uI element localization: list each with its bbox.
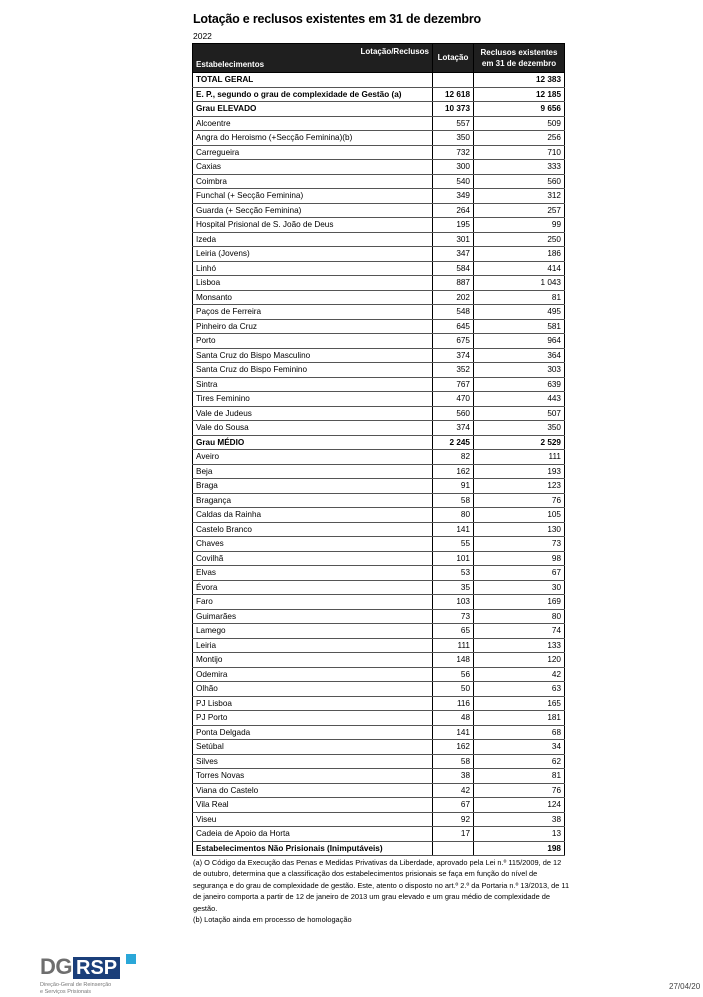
table-row [193,102,565,117]
row-name: Lamego [193,624,433,639]
row-name: Chaves [193,537,433,552]
row-reclusos: 42 [474,667,565,682]
row-reclusos: 257 [474,203,565,218]
row-name: Grau MÉDIO [193,435,433,450]
row-lotacao: 584 [433,261,474,276]
row-name: Guarda (+ Secção Feminina) [193,203,433,218]
row-reclusos: 256 [474,131,565,146]
row-name: Ponta Delgada [193,725,433,740]
row-lotacao: 141 [433,725,474,740]
row-reclusos: 350 [474,421,565,436]
row-reclusos: 68 [474,725,565,740]
table-row [193,319,565,334]
row-lotacao: 82 [433,450,474,465]
table-row [193,653,565,668]
row-lotacao: 91 [433,479,474,494]
footer-date: 27/04/20 [669,982,701,991]
row-name: Cadeia de Apoio da Horta [193,827,433,842]
table-row [193,522,565,537]
row-reclusos: 34 [474,740,565,755]
row-lotacao: 101 [433,551,474,566]
table-row [193,203,565,218]
footnote-a: (a) O Código da Execução das Penas e Medidas Privativas da Liberdade, aprovado pela Lei n.º 115/2009, de 12 de outubro, determina que a classificação dos estabelecimentos prisionais se faça em função do nível de segurança e do grau de complexidade de gestão. Este, atento o disposto no art.º 2.º da Portaria n.º 13/2013, de 11 de janeiro comporta a partir de 12 de janeiro de 2013 um grau elevado e um grau médio de complexidade de gestão. [193,858,570,913]
table-row [193,145,565,160]
row-lotacao: 58 [433,754,474,769]
table-row [193,682,565,697]
row-name: Vale de Judeus [193,406,433,421]
table-row [193,725,565,740]
row-name: Évora [193,580,433,595]
row-reclusos: 509 [474,116,565,131]
row-lotacao: 58 [433,493,474,508]
table-row [193,667,565,682]
row-name: Vale do Sousa [193,421,433,436]
row-lotacao: 67 [433,798,474,813]
table-row [193,464,565,479]
row-lotacao: 55 [433,537,474,552]
table-row [193,261,565,276]
row-lotacao: 35 [433,580,474,595]
row-lotacao: 65 [433,624,474,639]
table-body [193,73,565,856]
row-reclusos: 38 [474,812,565,827]
row-reclusos: 312 [474,189,565,204]
row-lotacao: 350 [433,131,474,146]
row-lotacao: 352 [433,363,474,378]
row-name: Leiria [193,638,433,653]
row-reclusos: 81 [474,290,565,305]
table-row [193,348,565,363]
row-name: Carregueira [193,145,433,160]
row-lotacao: 374 [433,348,474,363]
row-lotacao: 675 [433,334,474,349]
table-row [193,609,565,624]
footnotes [193,857,571,925]
row-reclusos: 12 383 [474,73,565,88]
table-row [193,537,565,552]
footnote-b: (b) Lotação ainda em processo de homologação [193,915,352,925]
row-name: Montijo [193,653,433,668]
header-reclusos-line2: em 31 de dezembro [481,59,557,68]
table-row [193,812,565,827]
row-lotacao: 264 [433,203,474,218]
logo-subtitle-1: Direção-Geral de Reinserção [40,982,112,988]
row-lotacao: 300 [433,160,474,175]
table-row [193,290,565,305]
table-row [193,232,565,247]
row-lotacao: 732 [433,145,474,160]
row-reclusos: 250 [474,232,565,247]
row-name: Elvas [193,566,433,581]
page-title: Lotação e reclusos existentes em 31 de dezembro [193,12,481,26]
table-row [193,566,565,581]
row-lotacao: 557 [433,116,474,131]
row-name: Tires Feminino [193,392,433,407]
table-row [193,754,565,769]
table-row [193,508,565,523]
table-row [193,334,565,349]
table-row [193,827,565,842]
table-row [193,377,565,392]
row-name: TOTAL GERAL [193,73,433,88]
row-reclusos: 710 [474,145,565,160]
row-name: Estabelecimentos Não Prisionais (Inimputáveis) [193,841,433,856]
table-row [193,276,565,291]
table-row [193,406,565,421]
row-name: Viseu [193,812,433,827]
row-reclusos: 111 [474,450,565,465]
table-row [193,218,565,233]
table-row [193,624,565,639]
row-reclusos: 198 [474,841,565,856]
row-name: Viana do Castelo [193,783,433,798]
table-row [193,305,565,320]
row-name: PJ Porto [193,711,433,726]
row-lotacao: 548 [433,305,474,320]
row-name: Vila Real [193,798,433,813]
row-reclusos: 639 [474,377,565,392]
row-lotacao: 50 [433,682,474,697]
table-row [193,493,565,508]
year-label: 2022 [193,31,212,41]
row-name: Izeda [193,232,433,247]
row-name: Odemira [193,667,433,682]
row-name: Linhó [193,261,433,276]
table-row [193,580,565,595]
row-reclusos: 507 [474,406,565,421]
table-row [193,696,565,711]
row-lotacao: 2 245 [433,435,474,450]
table-row [193,174,565,189]
row-name: Sintra [193,377,433,392]
row-name: Coimbra [193,174,433,189]
row-lotacao: 42 [433,783,474,798]
row-reclusos: 2 529 [474,435,565,450]
row-name: Castelo Branco [193,522,433,537]
header-lotacao: Lotação [433,44,474,73]
row-lotacao: 148 [433,653,474,668]
row-name: Funchal (+ Secção Feminina) [193,189,433,204]
table-row [193,798,565,813]
row-lotacao: 12 618 [433,87,474,102]
row-reclusos: 181 [474,711,565,726]
row-reclusos: 13 [474,827,565,842]
row-name: Aveiro [193,450,433,465]
row-lotacao: 162 [433,464,474,479]
row-lotacao: 301 [433,232,474,247]
row-lotacao: 887 [433,276,474,291]
row-reclusos: 130 [474,522,565,537]
row-reclusos: 193 [474,464,565,479]
row-lotacao: 48 [433,711,474,726]
row-reclusos: 414 [474,261,565,276]
table-row [193,421,565,436]
table-row [193,87,565,102]
row-reclusos: 99 [474,218,565,233]
header-lotacao-reclusos: Lotação/Reclusos [360,47,429,56]
row-reclusos: 123 [474,479,565,494]
header-estabelecimentos: Estabelecimentos [196,59,265,69]
logo-accent-square [126,954,136,964]
row-reclusos: 76 [474,783,565,798]
row-lotacao: 80 [433,508,474,523]
header-reclusos-line1: Reclusos existentes [480,48,558,57]
table-row [193,783,565,798]
row-name: Santa Cruz do Bispo Masculino [193,348,433,363]
table-header [193,44,565,73]
logo-dg: DG [40,954,72,979]
row-name: Silves [193,754,433,769]
row-reclusos: 74 [474,624,565,639]
row-lotacao: 56 [433,667,474,682]
row-reclusos: 30 [474,580,565,595]
lotacao-table [192,43,565,856]
row-name: Caxias [193,160,433,175]
row-lotacao: 767 [433,377,474,392]
row-name: Olhão [193,682,433,697]
row-name: Grau ELEVADO [193,102,433,117]
row-lotacao: 347 [433,247,474,262]
row-name: Covilhã [193,551,433,566]
row-reclusos: 133 [474,638,565,653]
logo-subtitle-2: e Serviços Prisionais [40,989,92,995]
row-lotacao: 92 [433,812,474,827]
table-row [193,769,565,784]
row-reclusos: 581 [474,319,565,334]
row-name: Angra do Heroismo (+Secção Feminina)(b) [193,131,433,146]
table-row [193,435,565,450]
row-reclusos: 80 [474,609,565,624]
logo-rsp: RSP [73,957,120,979]
row-name: Santa Cruz do Bispo Feminino [193,363,433,378]
row-reclusos: 495 [474,305,565,320]
dgrsp-logo [40,954,120,996]
row-reclusos: 169 [474,595,565,610]
row-name: Alcoentre [193,116,433,131]
row-lotacao: 53 [433,566,474,581]
row-name: Guimarães [193,609,433,624]
row-reclusos: 964 [474,334,565,349]
row-name: Faro [193,595,433,610]
row-reclusos: 98 [474,551,565,566]
table-row [193,189,565,204]
row-lotacao: 10 373 [433,102,474,117]
table-row [193,711,565,726]
row-reclusos: 1 043 [474,276,565,291]
table-row [193,479,565,494]
table-row [193,160,565,175]
row-lotacao: 73 [433,609,474,624]
row-lotacao: 470 [433,392,474,407]
row-reclusos: 76 [474,493,565,508]
table-row [193,116,565,131]
row-reclusos: 165 [474,696,565,711]
row-lotacao [433,73,474,88]
table-row [193,392,565,407]
row-lotacao: 111 [433,638,474,653]
row-reclusos: 124 [474,798,565,813]
table-row [193,363,565,378]
table-row [193,450,565,465]
row-reclusos: 120 [474,653,565,668]
row-reclusos: 81 [474,769,565,784]
row-lotacao: 38 [433,769,474,784]
table-row [193,247,565,262]
row-name: Porto [193,334,433,349]
row-name: Leiria (Jovens) [193,247,433,262]
row-lotacao: 17 [433,827,474,842]
row-lotacao: 162 [433,740,474,755]
table-row [193,131,565,146]
row-name: Bragança [193,493,433,508]
row-lotacao: 195 [433,218,474,233]
row-reclusos: 333 [474,160,565,175]
table-row [193,841,565,856]
row-name: Braga [193,479,433,494]
row-reclusos: 303 [474,363,565,378]
table-row [193,595,565,610]
row-lotacao [433,841,474,856]
row-lotacao: 141 [433,522,474,537]
row-name: Monsanto [193,290,433,305]
row-reclusos: 12 185 [474,87,565,102]
row-name: Pinheiro da Cruz [193,319,433,334]
row-lotacao: 540 [433,174,474,189]
row-name: E. P., segundo o grau de complexidade de Gestão (a) [193,87,433,102]
row-name: Lisboa [193,276,433,291]
table-row [193,740,565,755]
row-name: Caldas da Rainha [193,508,433,523]
row-name: Setúbal [193,740,433,755]
row-lotacao: 560 [433,406,474,421]
table-row [193,73,565,88]
row-reclusos: 73 [474,537,565,552]
row-reclusos: 63 [474,682,565,697]
row-reclusos: 105 [474,508,565,523]
row-reclusos: 186 [474,247,565,262]
row-lotacao: 116 [433,696,474,711]
row-reclusos: 560 [474,174,565,189]
row-name: PJ Lisboa [193,696,433,711]
row-name: Beja [193,464,433,479]
header-reclusos [474,44,565,73]
row-lotacao: 349 [433,189,474,204]
row-lotacao: 645 [433,319,474,334]
row-reclusos: 443 [474,392,565,407]
row-reclusos: 9 656 [474,102,565,117]
row-name: Hospital Prisional de S. João de Deus [193,218,433,233]
row-lotacao: 374 [433,421,474,436]
header-corner-cell [193,44,433,73]
row-name: Torres Novas [193,769,433,784]
row-reclusos: 67 [474,566,565,581]
row-reclusos: 62 [474,754,565,769]
row-lotacao: 202 [433,290,474,305]
row-lotacao: 103 [433,595,474,610]
table-row [193,551,565,566]
row-name: Paços de Ferreira [193,305,433,320]
row-reclusos: 364 [474,348,565,363]
table-row [193,638,565,653]
